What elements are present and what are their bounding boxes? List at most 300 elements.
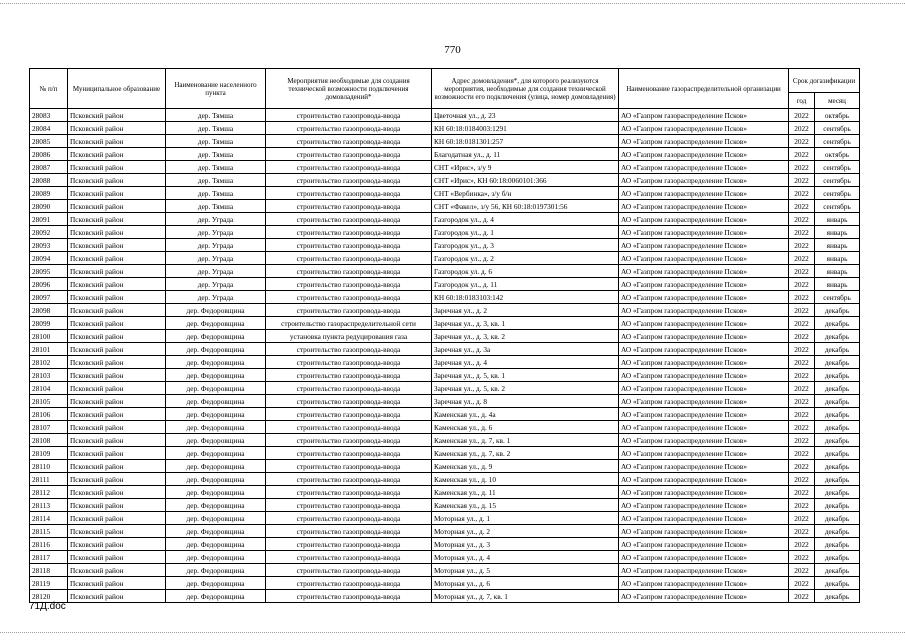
cell-address: КН 60:18:0184003:1291 bbox=[432, 122, 619, 135]
cell-activity: строительство газопровода-ввода bbox=[266, 187, 432, 200]
cell-month: декабрь bbox=[815, 512, 860, 525]
cell-district: Псковский район bbox=[68, 161, 166, 174]
cell-month: декабрь bbox=[815, 460, 860, 473]
cell-address: СНТ «Факел», з/у 56, КН 60:18:0197301:56 bbox=[432, 200, 619, 213]
cell-activity: строительство газопровода-ввода bbox=[266, 122, 432, 135]
cell-district: Псковский район bbox=[68, 590, 166, 603]
cell-month: октябрь bbox=[815, 109, 860, 122]
cell-locality: дер. Федоровщина bbox=[166, 486, 266, 499]
cell-org: АО «Газпром газораспределение Псков» bbox=[619, 395, 789, 408]
cell-locality: дер. Федоровщина bbox=[166, 421, 266, 434]
table-row bbox=[30, 343, 860, 356]
cell-address: КН 60:18:0183103:142 bbox=[432, 291, 619, 304]
cell-month: сентябрь bbox=[815, 200, 860, 213]
cell-activity: строительство газопровода-ввода bbox=[266, 369, 432, 382]
cell-district: Псковский район bbox=[68, 538, 166, 551]
cell-org: АО «Газпром газораспределение Псков» bbox=[619, 265, 789, 278]
table-row bbox=[30, 408, 860, 421]
cell-year: 2022 bbox=[789, 291, 815, 304]
cell-address: Каменская ул., д. 9 bbox=[432, 460, 619, 473]
cell-month: сентябрь bbox=[815, 122, 860, 135]
cell-district: Псковский район bbox=[68, 512, 166, 525]
cell-district: Псковский район bbox=[68, 499, 166, 512]
page-number: 770 bbox=[444, 44, 461, 56]
cell-district: Псковский район bbox=[68, 278, 166, 291]
cell-year: 2022 bbox=[789, 551, 815, 564]
header-org: Наименование газораспределительной организации bbox=[619, 69, 789, 109]
cell-month: декабрь bbox=[815, 590, 860, 603]
header-num: № п/п bbox=[30, 69, 68, 109]
header-year: год bbox=[789, 93, 815, 109]
cell-locality: дер. Федоровщина bbox=[166, 473, 266, 486]
cell-month: сентябрь bbox=[815, 174, 860, 187]
cell-num: 28107 bbox=[30, 421, 68, 434]
cell-num: 28099 bbox=[30, 317, 68, 330]
header-district: Муниципальное образование bbox=[68, 69, 166, 109]
cell-org: АО «Газпром газораспределение Псков» bbox=[619, 473, 789, 486]
cell-locality: дер. Уграда bbox=[166, 278, 266, 291]
cell-year: 2022 bbox=[789, 135, 815, 148]
cell-year: 2022 bbox=[789, 460, 815, 473]
cell-district: Псковский район bbox=[68, 109, 166, 122]
cell-activity: строительство газопровода-ввода bbox=[266, 577, 432, 590]
cell-activity: строительство газопровода-ввода bbox=[266, 538, 432, 551]
cell-address: Газгородок ул., д. 3 bbox=[432, 239, 619, 252]
cell-district: Псковский район bbox=[68, 356, 166, 369]
cell-district: Псковский район bbox=[68, 135, 166, 148]
cell-address: Моторная ул., д. 2 bbox=[432, 525, 619, 538]
cell-month: декабрь bbox=[815, 525, 860, 538]
cell-locality: дер. Тямша bbox=[166, 148, 266, 161]
cell-district: Псковский район bbox=[68, 434, 166, 447]
cell-org: АО «Газпром газораспределение Псков» bbox=[619, 434, 789, 447]
cell-address: Моторная ул., д. 4 bbox=[432, 551, 619, 564]
cell-org: АО «Газпром газораспределение Псков» bbox=[619, 356, 789, 369]
cell-month: декабрь bbox=[815, 343, 860, 356]
cell-address: Заречная ул., д. 4 bbox=[432, 356, 619, 369]
cell-locality: дер. Уграда bbox=[166, 265, 266, 278]
cell-district: Псковский район bbox=[68, 291, 166, 304]
cell-year: 2022 bbox=[789, 252, 815, 265]
cell-num: 28085 bbox=[30, 135, 68, 148]
cell-activity: строительство газопровода-ввода bbox=[266, 148, 432, 161]
table-row bbox=[30, 174, 860, 187]
cell-org: АО «Газпром газораспределение Псков» bbox=[619, 317, 789, 330]
cell-num: 28098 bbox=[30, 304, 68, 317]
cell-activity: строительство газопровода-ввода bbox=[266, 421, 432, 434]
cell-activity: строительство газопровода-ввода bbox=[266, 135, 432, 148]
table-row bbox=[30, 161, 860, 174]
table-row bbox=[30, 421, 860, 434]
cell-org: АО «Газпром газораспределение Псков» bbox=[619, 226, 789, 239]
cell-locality: дер. Федоровщина bbox=[166, 434, 266, 447]
cell-org: АО «Газпром газораспределение Псков» bbox=[619, 200, 789, 213]
cell-locality: дер. Федоровщина bbox=[166, 499, 266, 512]
cell-activity: строительство газопровода-ввода bbox=[266, 343, 432, 356]
cell-locality: дер. Федоровщина bbox=[166, 382, 266, 395]
cell-district: Псковский район bbox=[68, 304, 166, 317]
cell-year: 2022 bbox=[789, 317, 815, 330]
cell-year: 2022 bbox=[789, 590, 815, 603]
cell-num: 28094 bbox=[30, 252, 68, 265]
cell-activity: строительство газопровода-ввода bbox=[266, 512, 432, 525]
cell-month: декабрь bbox=[815, 499, 860, 512]
cell-org: АО «Газпром газораспределение Псков» bbox=[619, 330, 789, 343]
cell-year: 2022 bbox=[789, 434, 815, 447]
cell-activity: строительство газопровода-ввода bbox=[266, 408, 432, 421]
cell-activity: строительство газопровода-ввода bbox=[266, 213, 432, 226]
cell-num: 28105 bbox=[30, 395, 68, 408]
table-header bbox=[30, 69, 860, 109]
cell-district: Псковский район bbox=[68, 447, 166, 460]
cell-address: СНТ «Вербинка», з/у б/н bbox=[432, 187, 619, 200]
cell-month: декабрь bbox=[815, 421, 860, 434]
cell-locality: дер. Уграда bbox=[166, 226, 266, 239]
cell-month: январь bbox=[815, 239, 860, 252]
cell-num: 28088 bbox=[30, 174, 68, 187]
cell-month: январь bbox=[815, 213, 860, 226]
cell-year: 2022 bbox=[789, 382, 815, 395]
cell-num: 28092 bbox=[30, 226, 68, 239]
cell-org: АО «Газпром газораспределение Псков» bbox=[619, 447, 789, 460]
cell-address: Каменская ул., д. 7, кв. 1 bbox=[432, 434, 619, 447]
table-row bbox=[30, 265, 860, 278]
table-row bbox=[30, 486, 860, 499]
cell-month: декабрь bbox=[815, 538, 860, 551]
cell-address: Заречная ул., д. 8 bbox=[432, 395, 619, 408]
cell-address: Моторная ул., д. 7, кв. 1 bbox=[432, 590, 619, 603]
cell-org: АО «Газпром газораспределение Псков» bbox=[619, 369, 789, 382]
cell-address: Каменская ул., д. 15 bbox=[432, 499, 619, 512]
cell-address: Каменская ул., д. 4а bbox=[432, 408, 619, 421]
cell-year: 2022 bbox=[789, 447, 815, 460]
table-row bbox=[30, 317, 860, 330]
cell-month: декабрь bbox=[815, 577, 860, 590]
cell-locality: дер. Федоровщина bbox=[166, 304, 266, 317]
table-row bbox=[30, 330, 860, 343]
cell-activity: строительство газораспределительной сети bbox=[266, 317, 432, 330]
cell-year: 2022 bbox=[789, 148, 815, 161]
cell-district: Псковский район bbox=[68, 317, 166, 330]
cell-district: Псковский район bbox=[68, 525, 166, 538]
cell-district: Псковский район bbox=[68, 148, 166, 161]
cell-address: Заречная ул., д. 5, кв. 1 bbox=[432, 369, 619, 382]
cell-locality: дер. Федоровщина bbox=[166, 525, 266, 538]
cell-num: 28117 bbox=[30, 551, 68, 564]
cell-month: октябрь bbox=[815, 148, 860, 161]
header-locality: Наименование населенного пункта bbox=[166, 69, 266, 109]
cell-district: Псковский район bbox=[68, 330, 166, 343]
cell-year: 2022 bbox=[789, 174, 815, 187]
cell-num: 28120 bbox=[30, 590, 68, 603]
cell-org: АО «Газпром газораспределение Псков» bbox=[619, 538, 789, 551]
cell-year: 2022 bbox=[789, 343, 815, 356]
cell-locality: дер. Федоровщина bbox=[166, 343, 266, 356]
table-row bbox=[30, 395, 860, 408]
cell-address: Каменская ул., д. 11 bbox=[432, 486, 619, 499]
cell-locality: дер. Уграда bbox=[166, 213, 266, 226]
cell-district: Псковский район bbox=[68, 473, 166, 486]
header-month: месяц bbox=[815, 93, 860, 109]
cell-district: Псковский район bbox=[68, 174, 166, 187]
cell-num: 28112 bbox=[30, 486, 68, 499]
cell-address: Моторная ул., д. 5 bbox=[432, 564, 619, 577]
cell-activity: строительство газопровода-ввода bbox=[266, 200, 432, 213]
cell-activity: строительство газопровода-ввода bbox=[266, 590, 432, 603]
cell-address: Благодатная ул., д. 11 bbox=[432, 148, 619, 161]
cell-num: 28102 bbox=[30, 356, 68, 369]
cell-activity: строительство газопровода-ввода bbox=[266, 226, 432, 239]
cell-activity: строительство газопровода-ввода bbox=[266, 239, 432, 252]
cell-org: АО «Газпром газораспределение Псков» bbox=[619, 486, 789, 499]
cell-org: АО «Газпром газораспределение Псков» bbox=[619, 122, 789, 135]
cell-year: 2022 bbox=[789, 564, 815, 577]
cell-year: 2022 bbox=[789, 265, 815, 278]
cell-district: Псковский район bbox=[68, 369, 166, 382]
cell-num: 28097 bbox=[30, 291, 68, 304]
cell-year: 2022 bbox=[789, 486, 815, 499]
cell-org: АО «Газпром газораспределение Псков» bbox=[619, 161, 789, 174]
cell-year: 2022 bbox=[789, 200, 815, 213]
cell-address: Цветочная ул., д. 23 bbox=[432, 109, 619, 122]
table-row bbox=[30, 525, 860, 538]
table-row bbox=[30, 538, 860, 551]
table-row bbox=[30, 226, 860, 239]
cell-locality: дер. Уграда bbox=[166, 239, 266, 252]
cell-num: 28119 bbox=[30, 577, 68, 590]
table-row bbox=[30, 213, 860, 226]
cell-district: Псковский район bbox=[68, 226, 166, 239]
cell-locality: дер. Тямша bbox=[166, 200, 266, 213]
cell-year: 2022 bbox=[789, 239, 815, 252]
cell-month: декабрь bbox=[815, 551, 860, 564]
table-row bbox=[30, 252, 860, 265]
cell-year: 2022 bbox=[789, 577, 815, 590]
cell-org: АО «Газпром газораспределение Псков» bbox=[619, 499, 789, 512]
cell-org: АО «Газпром газораспределение Псков» bbox=[619, 564, 789, 577]
cell-year: 2022 bbox=[789, 395, 815, 408]
cell-activity: установка пункта редуцирования газа bbox=[266, 330, 432, 343]
cell-month: декабрь bbox=[815, 395, 860, 408]
cell-activity: строительство газопровода-ввода bbox=[266, 564, 432, 577]
cell-address: Моторная ул., д. 6 bbox=[432, 577, 619, 590]
cell-org: АО «Газпром газораспределение Псков» bbox=[619, 551, 789, 564]
table-row bbox=[30, 512, 860, 525]
cell-locality: дер. Тямша bbox=[166, 187, 266, 200]
cell-activity: строительство газопровода-ввода bbox=[266, 486, 432, 499]
cell-org: АО «Газпром газораспределение Псков» bbox=[619, 382, 789, 395]
table-row bbox=[30, 239, 860, 252]
gasification-table bbox=[29, 68, 860, 603]
cell-activity: строительство газопровода-ввода bbox=[266, 473, 432, 486]
cell-num: 28083 bbox=[30, 109, 68, 122]
cell-month: январь bbox=[815, 226, 860, 239]
cell-activity: строительство газопровода-ввода bbox=[266, 460, 432, 473]
cell-district: Псковский район bbox=[68, 382, 166, 395]
cell-month: сентябрь bbox=[815, 291, 860, 304]
table-row bbox=[30, 200, 860, 213]
cell-locality: дер. Федоровщина bbox=[166, 538, 266, 551]
cell-activity: строительство газопровода-ввода bbox=[266, 265, 432, 278]
cell-org: АО «Газпром газораспределение Псков» bbox=[619, 512, 789, 525]
cell-district: Псковский район bbox=[68, 122, 166, 135]
cell-address: Газгородок ул., д. 1 bbox=[432, 226, 619, 239]
cell-num: 28108 bbox=[30, 434, 68, 447]
cell-activity: строительство газопровода-ввода bbox=[266, 551, 432, 564]
cell-num: 28115 bbox=[30, 525, 68, 538]
cell-district: Псковский район bbox=[68, 564, 166, 577]
table-row bbox=[30, 577, 860, 590]
cell-num: 28114 bbox=[30, 512, 68, 525]
cell-month: декабрь bbox=[815, 382, 860, 395]
header-activities: Мероприятия необходимые для создания технической возможности подключения домовладений* bbox=[266, 69, 432, 109]
cell-org: АО «Газпром газораспределение Псков» bbox=[619, 187, 789, 200]
cell-org: АО «Газпром газораспределение Псков» bbox=[619, 135, 789, 148]
cell-num: 28113 bbox=[30, 499, 68, 512]
table-row bbox=[30, 278, 860, 291]
table-row bbox=[30, 148, 860, 161]
cell-activity: строительство газопровода-ввода bbox=[266, 499, 432, 512]
cell-year: 2022 bbox=[789, 512, 815, 525]
cell-locality: дер. Федоровщина bbox=[166, 408, 266, 421]
cell-activity: строительство газопровода-ввода bbox=[266, 161, 432, 174]
cell-locality: дер. Тямша bbox=[166, 109, 266, 122]
cell-org: АО «Газпром газораспределение Псков» bbox=[619, 525, 789, 538]
cell-year: 2022 bbox=[789, 330, 815, 343]
cell-num: 28096 bbox=[30, 278, 68, 291]
table-row bbox=[30, 460, 860, 473]
cell-district: Псковский район bbox=[68, 252, 166, 265]
cell-district: Псковский район bbox=[68, 200, 166, 213]
table-row bbox=[30, 109, 860, 122]
cell-num: 28084 bbox=[30, 122, 68, 135]
table-body bbox=[30, 109, 860, 603]
cell-address: Каменская ул., д. 6 bbox=[432, 421, 619, 434]
cell-org: АО «Газпром газораспределение Псков» bbox=[619, 252, 789, 265]
cell-month: декабрь bbox=[815, 486, 860, 499]
cell-year: 2022 bbox=[789, 421, 815, 434]
cell-month: январь bbox=[815, 252, 860, 265]
cell-district: Псковский район bbox=[68, 239, 166, 252]
cell-org: АО «Газпром газораспределение Псков» bbox=[619, 421, 789, 434]
cell-activity: строительство газопровода-ввода bbox=[266, 109, 432, 122]
cell-org: АО «Газпром газораспределение Псков» bbox=[619, 109, 789, 122]
cell-address: Газгородок ул., д. 4 bbox=[432, 213, 619, 226]
cell-locality: дер. Федоровщина bbox=[166, 356, 266, 369]
cell-locality: дер. Федоровщина bbox=[166, 330, 266, 343]
cell-org: АО «Газпром газораспределение Псков» bbox=[619, 239, 789, 252]
table-row bbox=[30, 447, 860, 460]
cell-num: 28090 bbox=[30, 200, 68, 213]
table-row bbox=[30, 473, 860, 486]
cell-locality: дер. Федоровщина bbox=[166, 590, 266, 603]
cell-locality: дер. Уграда bbox=[166, 291, 266, 304]
cell-district: Псковский район bbox=[68, 265, 166, 278]
cell-activity: строительство газопровода-ввода bbox=[266, 434, 432, 447]
cell-org: АО «Газпром газораспределение Псков» bbox=[619, 460, 789, 473]
cell-month: декабрь bbox=[815, 317, 860, 330]
cell-locality: дер. Тямша bbox=[166, 174, 266, 187]
cell-address: Моторная ул., д. 3 bbox=[432, 538, 619, 551]
cell-num: 28095 bbox=[30, 265, 68, 278]
cell-num: 28110 bbox=[30, 460, 68, 473]
cell-locality: дер. Федоровщина bbox=[166, 564, 266, 577]
cell-address: Заречная ул., д. 3, кв. 2 bbox=[432, 330, 619, 343]
cell-num: 28087 bbox=[30, 161, 68, 174]
cell-address: Газгородок ул., д. 2 bbox=[432, 252, 619, 265]
table-row bbox=[30, 590, 860, 603]
cell-year: 2022 bbox=[789, 473, 815, 486]
cell-year: 2022 bbox=[789, 122, 815, 135]
cell-district: Псковский район bbox=[68, 187, 166, 200]
cell-locality: дер. Федоровщина bbox=[166, 369, 266, 382]
cell-num: 28093 bbox=[30, 239, 68, 252]
cell-num: 28106 bbox=[30, 408, 68, 421]
cell-org: АО «Газпром газораспределение Псков» bbox=[619, 148, 789, 161]
cell-address: Газгородок ул. д. 6 bbox=[432, 265, 619, 278]
cell-activity: строительство газопровода-ввода bbox=[266, 291, 432, 304]
cell-district: Псковский район bbox=[68, 213, 166, 226]
cell-org: АО «Газпром газораспределение Псков» bbox=[619, 213, 789, 226]
cell-activity: строительство газопровода-ввода bbox=[266, 278, 432, 291]
cell-address: Заречная ул., д. 3а bbox=[432, 343, 619, 356]
table-row bbox=[30, 187, 860, 200]
cell-address: СНТ «Ирис», КН 60:18:0060101:366 bbox=[432, 174, 619, 187]
cell-num: 28091 bbox=[30, 213, 68, 226]
cell-district: Псковский район bbox=[68, 421, 166, 434]
cell-year: 2022 bbox=[789, 213, 815, 226]
cell-locality: дер. Федоровщина bbox=[166, 551, 266, 564]
cell-num: 28109 bbox=[30, 447, 68, 460]
cell-address: Газгородок ул., д. 11 bbox=[432, 278, 619, 291]
cell-org: АО «Газпром газораспределение Псков» bbox=[619, 291, 789, 304]
cell-month: сентябрь bbox=[815, 161, 860, 174]
cell-address: Заречная ул., д. 5, кв. 2 bbox=[432, 382, 619, 395]
cell-activity: строительство газопровода-ввода bbox=[266, 356, 432, 369]
cell-org: АО «Газпром газораспределение Псков» bbox=[619, 408, 789, 421]
cell-year: 2022 bbox=[789, 499, 815, 512]
table-row bbox=[30, 291, 860, 304]
cell-locality: дер. Тямша bbox=[166, 161, 266, 174]
cell-month: декабрь bbox=[815, 304, 860, 317]
cell-org: АО «Газпром газораспределение Псков» bbox=[619, 343, 789, 356]
cell-num: 28104 bbox=[30, 382, 68, 395]
cell-num: 28116 bbox=[30, 538, 68, 551]
header-address: Адрес домовладения*, для которого реализуются мероприятия, необходимые для создания технической возможности его подключения (улица, номер домовладения) bbox=[432, 69, 619, 109]
cell-address: Заречная ул., д. 2 bbox=[432, 304, 619, 317]
cell-year: 2022 bbox=[789, 187, 815, 200]
cell-year: 2022 bbox=[789, 408, 815, 421]
cell-org: АО «Газпром газораспределение Псков» bbox=[619, 174, 789, 187]
cell-month: декабрь bbox=[815, 564, 860, 577]
table-row bbox=[30, 564, 860, 577]
cell-num: 28103 bbox=[30, 369, 68, 382]
cell-month: январь bbox=[815, 265, 860, 278]
cell-month: декабрь bbox=[815, 447, 860, 460]
cell-activity: строительство газопровода-ввода bbox=[266, 525, 432, 538]
cell-activity: строительство газопровода-ввода bbox=[266, 447, 432, 460]
cell-district: Псковский район bbox=[68, 577, 166, 590]
cell-locality: дер. Федоровщина bbox=[166, 395, 266, 408]
table-row bbox=[30, 122, 860, 135]
cell-district: Псковский район bbox=[68, 395, 166, 408]
table-row bbox=[30, 434, 860, 447]
cell-month: январь bbox=[815, 278, 860, 291]
cell-num: 28111 bbox=[30, 473, 68, 486]
cell-month: декабрь bbox=[815, 408, 860, 421]
cell-org: АО «Газпром газораспределение Псков» bbox=[619, 278, 789, 291]
cell-activity: строительство газопровода-ввода bbox=[266, 252, 432, 265]
